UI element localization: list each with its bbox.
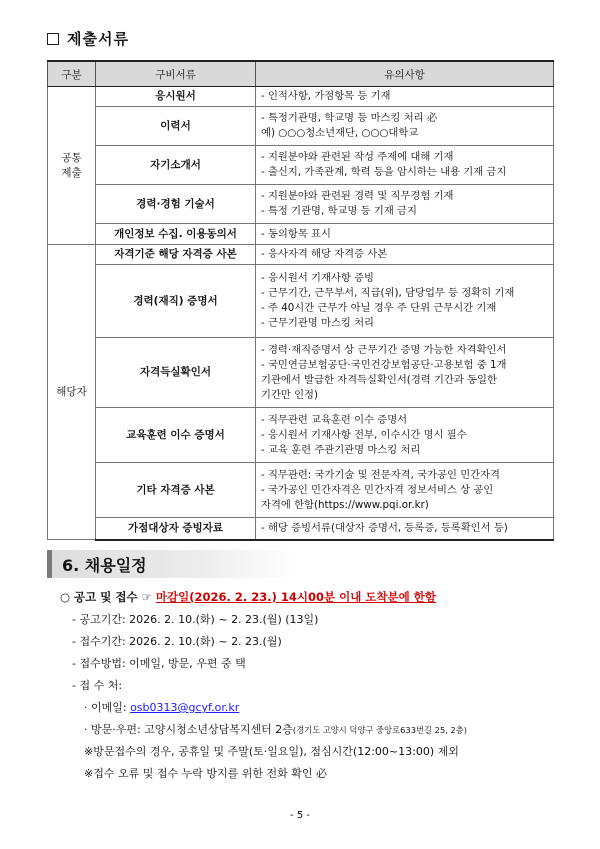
document-cell: 기타 자격증 사본 [96, 463, 256, 518]
document-cell: 자기소개서 [96, 146, 256, 185]
table-row [48, 265, 554, 338]
table-header-row [48, 61, 554, 87]
category-cell: 공통 제출 [48, 87, 96, 245]
schedule-item: - 접 수 처: [72, 679, 123, 692]
table-row [48, 463, 554, 518]
notes-cell: - 인적사항, 가점항목 등 기재 [256, 87, 554, 107]
schedule-item: - 접수방법: 이메일, 방문, 우편 중 택 [72, 657, 246, 670]
document-cell: 교육훈련 이수 증명서 [96, 408, 256, 463]
note-line: ※방문접수의 경우, 공휴일 및 주말(토·일요일), 점심시간(12:00~13:00) 제외 [84, 745, 459, 758]
schedule-item: - 접수기간: 2026. 2. 10.(화) ~ 2. 23.(월) [72, 635, 282, 648]
document-cell: 경력(재직) 증명서 [96, 265, 256, 338]
notes-cell: - 응사자격 해당 자격증 사본 [256, 245, 554, 265]
notes-cell: - 응시원서 기재사항 증빙 - 근무기간, 근무부서, 직급(위), 담당업무 등 정확히 기재 - 주 40시간 근무가 아닐 경우 주 단위 근무시간 기재 - 근무기관명 마스킹 처리 [256, 265, 554, 338]
document-cell: 자격득실확인서 [96, 338, 256, 408]
table-row [48, 107, 554, 146]
notes-cell: - 동의항목 표시 [256, 224, 554, 245]
heading-bar [47, 550, 52, 578]
visit-line: · 방문·우편: 고양시청소년상담복지센터 2층(경기도 고양시 덕양구 중앙로633번길 25, 2층) [84, 723, 468, 736]
document-cell: 경력·경험 기술서 [96, 185, 256, 224]
checkbox-square-icon [47, 33, 59, 45]
notes-cell: - 지원분야와 관련된 작성 주제에 대해 기재 - 출신지, 가족관계, 학력 등을 암시하는 내용 기재 금지 [256, 146, 554, 185]
schedule-heading: 6. 채용일정 [62, 555, 147, 575]
notes-cell: - 해당 증빙서류(대상자 증명서, 등록증, 등록확인서 등) [256, 518, 554, 540]
category-cell: 해당자 [48, 245, 96, 540]
notes-cell: - 직무관련: 국가기술 및 전문자격, 국가공인 민간자격 - 국가공인 민간자격은 민간자격 정보서비스 상 공인 자격에 한함(https://www.pqi.or.kr) [256, 463, 554, 518]
note-line: ※접수 오류 및 접수 누락 방지를 위한 전화 확인 必 [84, 767, 327, 780]
notes-cell: - 직무관련 교육훈련 이수 증명서 - 응시원서 기재사항 전부, 이수시간 명시 필수 - 교육 훈련 주관기관명 마스킹 처리 [256, 408, 554, 463]
email-link[interactable]: osb0313@gcyf.or.kr [130, 701, 240, 714]
header-category: 구분 [48, 61, 96, 87]
page-number: - 5 - [290, 810, 310, 821]
schedule-item: - 공고기간: 2026. 2. 10.(화) ~ 2. 23.(월) (13일) [72, 613, 319, 626]
schedule-heading-box [47, 550, 297, 578]
table-row [48, 224, 554, 245]
document-cell: 개인정보 수집. 이용동의서 [96, 224, 256, 245]
table-row [48, 245, 554, 265]
visit-address: (경기도 고양시 덕양구 중앙로633번길 25, 2층) [292, 725, 468, 735]
table-row [48, 338, 554, 408]
table-row [48, 408, 554, 463]
notes-cell: - 특정기관명, 학교명 등 마스킹 처리 必 예) ○○○청소년재단, ○○○대학교 [256, 107, 554, 146]
table-row [48, 185, 554, 224]
table-row [48, 518, 554, 540]
notes-cell: - 경력·재직증명서 상 근무기간 증명 가능한 자격확인서 - 국민연금보험공단·국민건강보험공단·고용보험 중 1개 기관에서 발급한 자격득실확인서(경력 기간과 동일한 기간만 인정) [256, 338, 554, 408]
header-notes: 유의사항 [256, 61, 554, 87]
document-cell: 이력서 [96, 107, 256, 146]
documents-table [47, 60, 554, 541]
deadline-highlight: 마감일(2026. 2. 23.) 14시00분 이내 도착분에 한함 [155, 590, 436, 604]
document-cell: 응시원서 [96, 87, 256, 107]
document-cell: 가점대상자 증빙자료 [96, 518, 256, 540]
section-title: 제출서류 [47, 28, 129, 49]
email-line: · 이메일: osb0313@gcyf.or.kr [84, 701, 240, 714]
document-cell: 자격기준 해당 자격증 사본 [96, 245, 256, 265]
table-row [48, 146, 554, 185]
schedule-lead: ○ 공고 및 접수 ☞ 마감일(2026. 2. 23.) 14시00분 이내 도착분에 한함 [60, 590, 436, 604]
header-document: 구비서류 [96, 61, 256, 87]
notes-cell: - 지원분야와 관련된 경력 및 직무경험 기재 - 특정 기관명, 학교명 등 기재 금지 [256, 185, 554, 224]
table-row [48, 87, 554, 107]
